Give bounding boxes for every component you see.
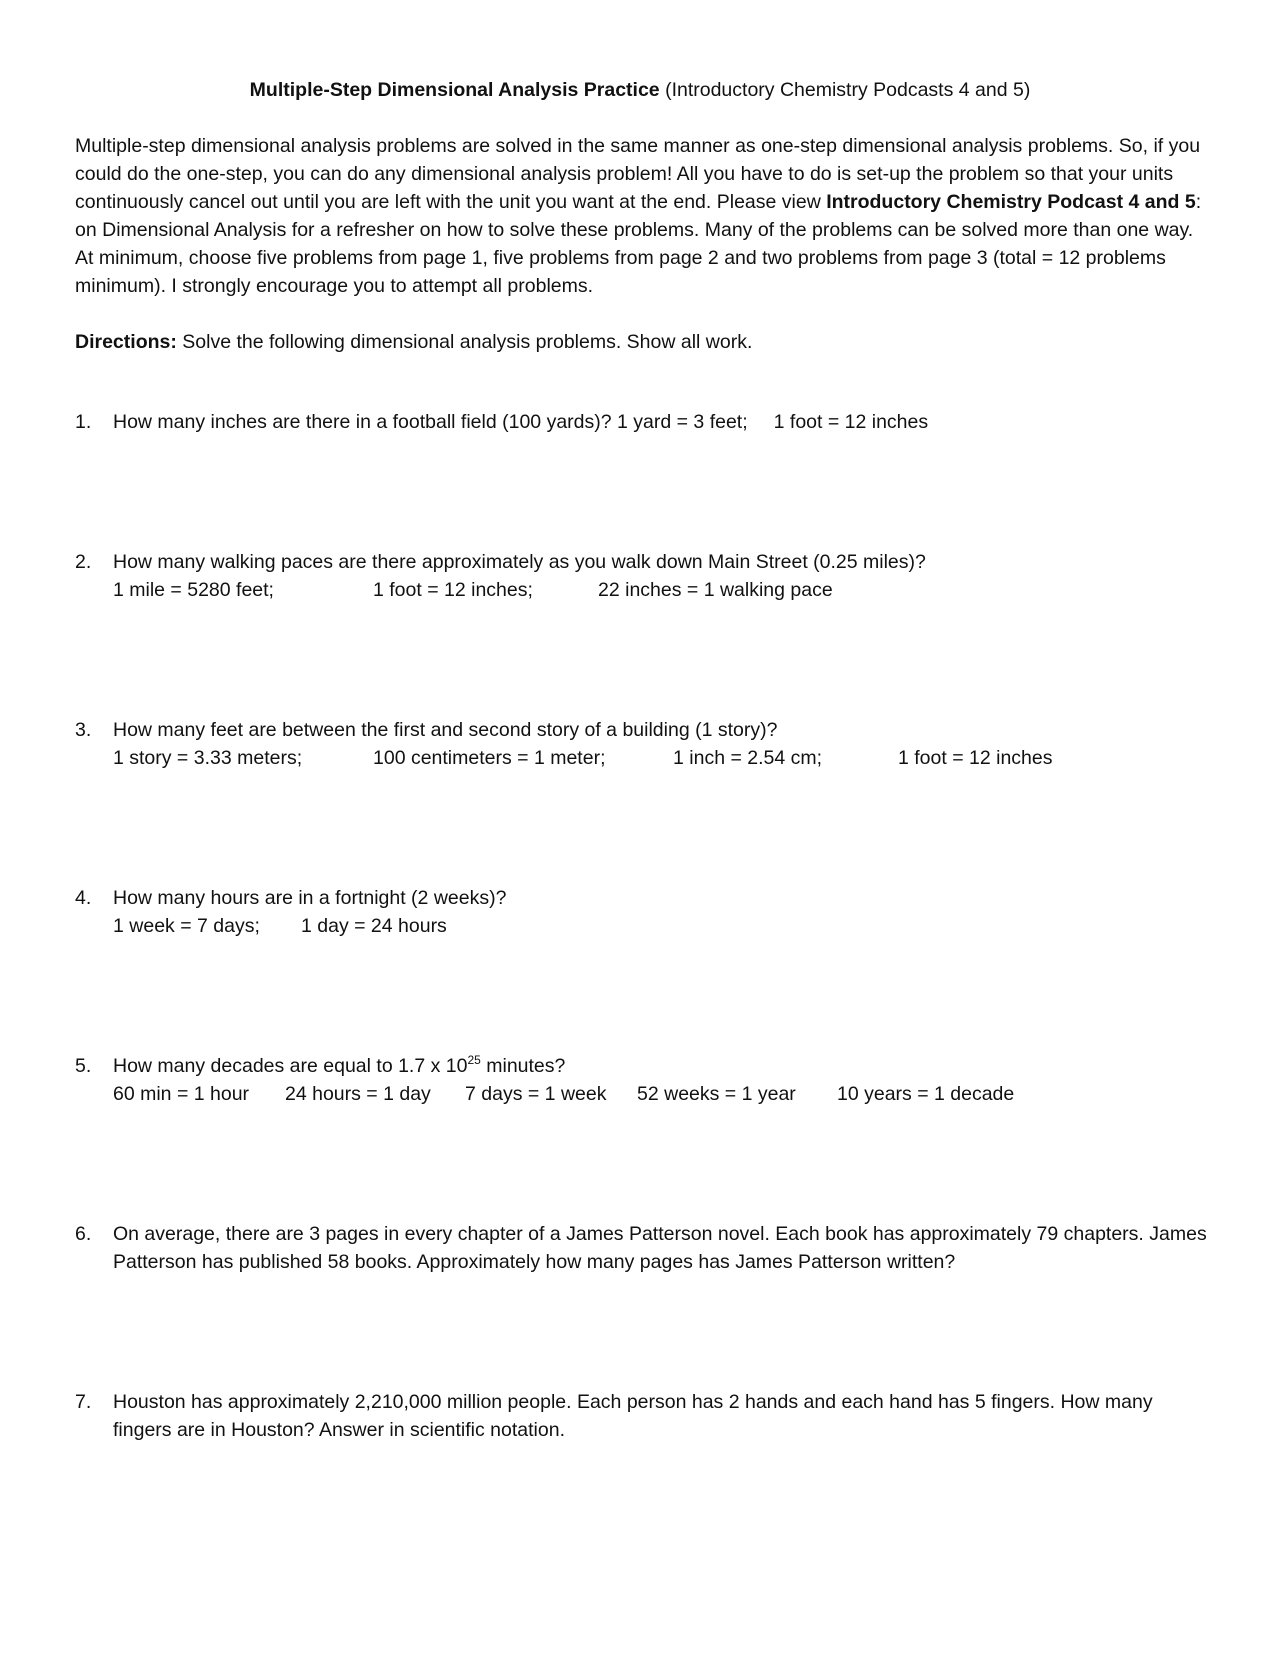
question-text-b: minutes? [480, 1055, 566, 1077]
conversion-factor: 7 days = 1 week [465, 1083, 607, 1105]
conversion-factors [113, 576, 1225, 604]
conversion-factor: 100 centimeters = 1 meter; [373, 747, 606, 769]
conversion-factor: 1 foot = 12 inches [898, 747, 1053, 769]
conversion-factor: 24 hours = 1 day [285, 1083, 431, 1105]
conversion-factor: 1 mile = 5280 feet; [113, 579, 274, 601]
question-text: How many feet are between the first and second story of a building (1 story)? [113, 719, 778, 741]
conversion-factor: 1 foot = 12 inches; [373, 579, 533, 601]
conversion-factor: 10 years = 1 decade [837, 1083, 1015, 1105]
conversion-factors [113, 744, 1225, 772]
conversion-factor: 60 min = 1 hour [113, 1083, 250, 1105]
question-body [113, 1388, 1213, 1444]
conversion-factor: 22 inches = 1 walking pace [598, 579, 833, 601]
page-title [0, 76, 1280, 104]
directions-text: Solve the following dimensional analysis problems. Show all work. [176, 331, 753, 353]
intro-bold-podcast: Introductory Chemistry Podcast 4 and 5 [826, 191, 1196, 213]
conversion-factor: 52 weeks = 1 year [637, 1083, 796, 1105]
directions-label: Directions: [75, 331, 177, 353]
title-bold: Multiple-Step Dimensional Analysis Practice [249, 79, 660, 101]
question-6 [75, 1220, 1225, 1276]
question-number: 3. [75, 719, 92, 741]
question-number: 2. [75, 551, 92, 573]
question-body [113, 408, 1225, 436]
question-number: 4. [75, 887, 92, 909]
conversion-factor: 1 story = 3.33 meters; [113, 747, 303, 769]
question-number: 5. [75, 1055, 92, 1077]
conversion-factors [113, 1080, 1225, 1108]
intro-paragraph [75, 132, 1215, 300]
directions [75, 328, 1215, 356]
exponent: 25 [467, 1053, 481, 1067]
conversion-factor: 1 inch = 2.54 cm; [673, 747, 823, 769]
question-text: On average, there are 3 pages in every chapter of a James Patterson novel. Each book has approximately 79 chapters. James Patterson has published 58 books. Approximately how many pages has James Patterson written? [113, 1223, 1207, 1273]
question-text: How many walking paces are there approximately as you walk down Main Street (0.25 miles)? [113, 551, 926, 573]
intro-text [75, 132, 1215, 300]
question-text: Houston has approximately 2,210,000 million people. Each person has 2 hands and each hand has 5 fingers. How many fingers are in Houston? Answer in scientific notation. [113, 1391, 1153, 1441]
question-number: 6. [75, 1223, 92, 1245]
question-3 [75, 716, 1225, 772]
conversion-factors [113, 912, 1225, 940]
question-text: How many inches are there in a football field (100 yards)? 1 yard = 3 feet; [113, 411, 748, 433]
question-text [113, 1052, 1225, 1080]
question-number: 1. [75, 411, 92, 433]
question-7 [75, 1388, 1225, 1444]
question-line [113, 408, 1225, 436]
question-body [113, 716, 1225, 772]
intro-part-1: Multiple-step dimensional analysis problems are solved in the same manner as one-step dimensional analysis problems. So, if you could do the one-step, you can do any dimensional analysis problem! All you have to do is set-up the problem so that your units continuously cancel out until you are left with the unit you want at the end. Please view [75, 135, 1201, 213]
conversion-factor: 1 week = 7 days; [113, 915, 260, 937]
conversion-factor: 1 foot = 12 inches [773, 411, 929, 433]
question-body [113, 1220, 1223, 1276]
question-number: 7. [75, 1391, 92, 1413]
intro-part-2: : on Dimensional Analysis for a refresher on how to solve these problems. Many of the problems can be solved more than one way. At minimum, choose five problems from page 1, five problems from page 2 and two problems from page 3 (total = 12 problems minimum). I strongly encourage you to attempt all problems. [75, 191, 1202, 297]
question-1 [75, 408, 1225, 436]
question-body [113, 1052, 1225, 1108]
question-body [113, 884, 1225, 940]
question-text: How many hours are in a fortnight (2 weeks)? [113, 887, 507, 909]
question-5 [75, 1052, 1225, 1108]
question-2 [75, 548, 1225, 604]
question-body [113, 548, 1225, 604]
title-subtitle: (Introductory Chemistry Podcasts 4 and 5) [659, 79, 1031, 101]
conversion-factor: 1 day = 24 hours [301, 915, 447, 937]
question-4 [75, 884, 1225, 940]
question-text-a: How many decades are equal to 1.7 x 10 [113, 1055, 468, 1077]
